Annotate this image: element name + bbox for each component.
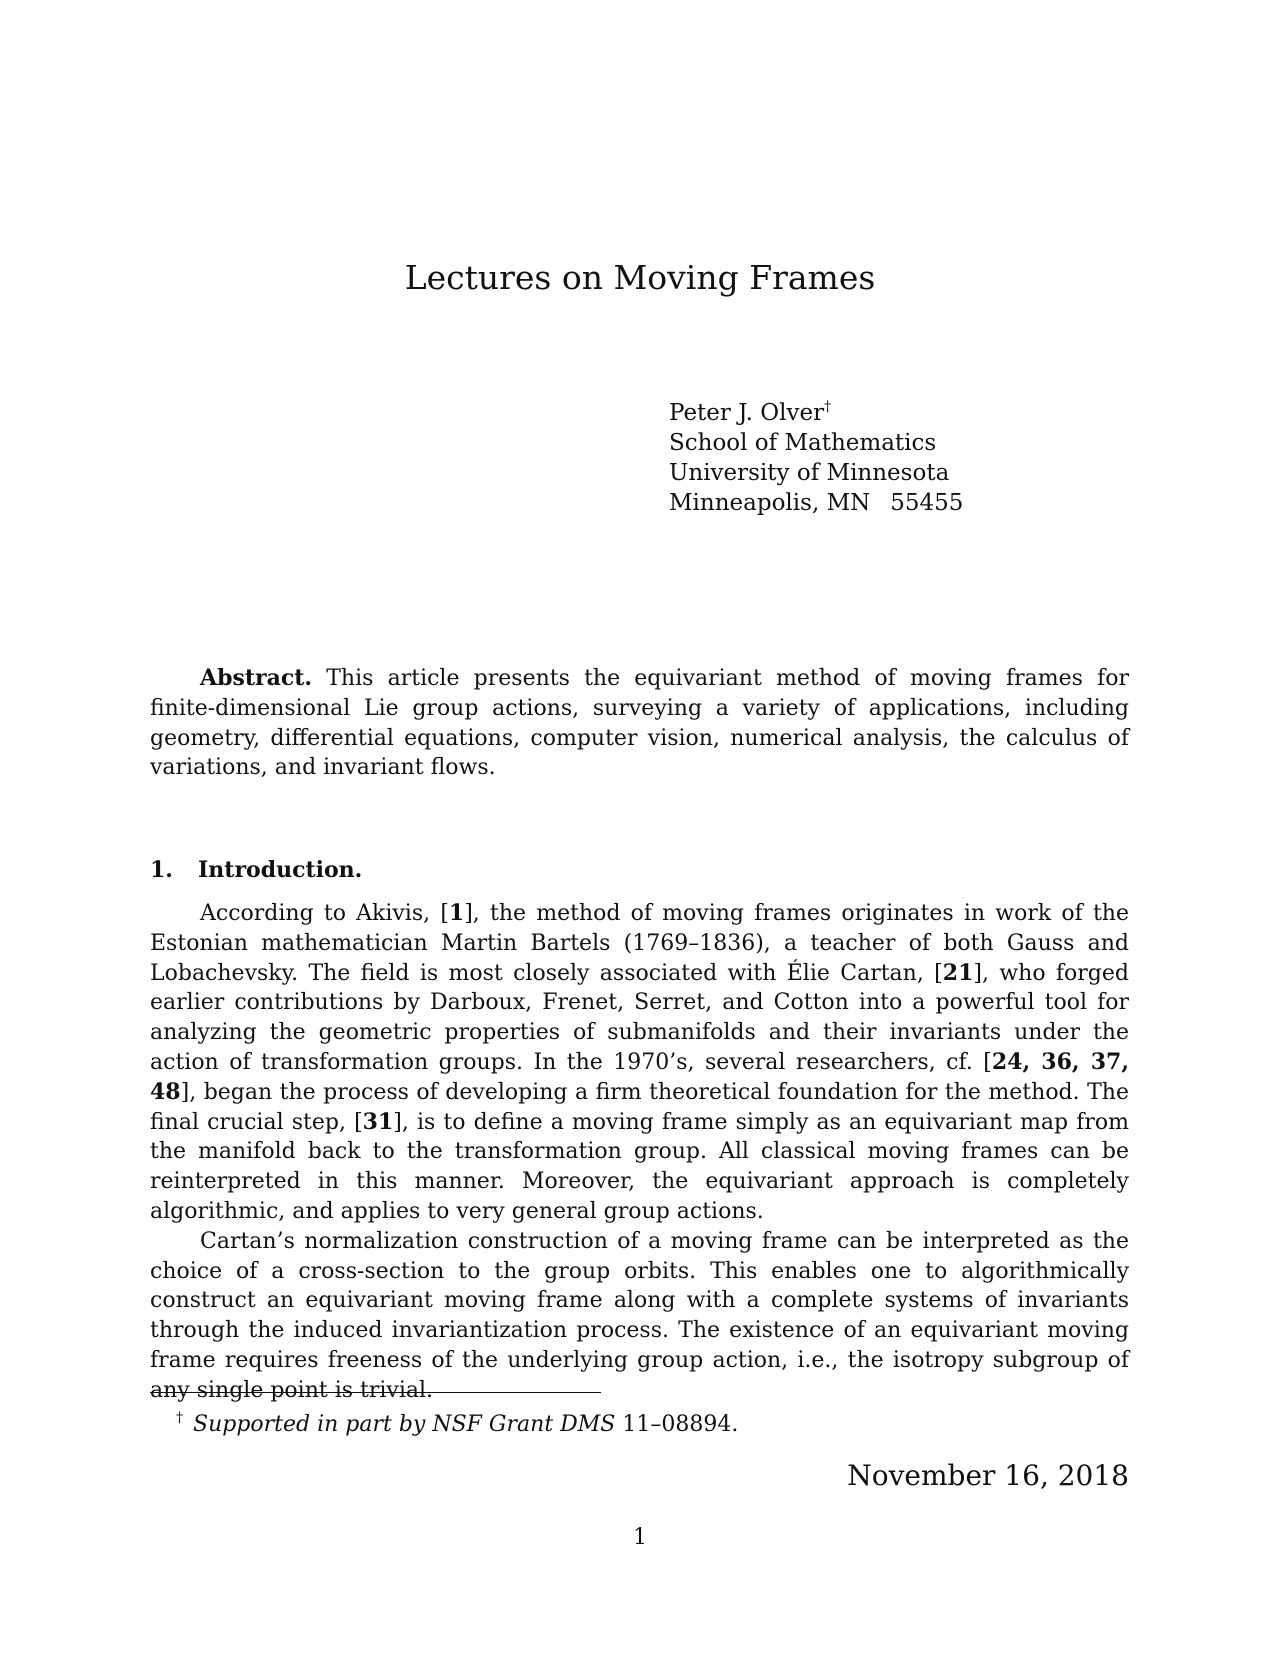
author-name-line [669, 398, 963, 428]
section-title: Introduction. [198, 857, 363, 883]
author-name: Peter J. Olver [669, 400, 825, 426]
page-number: 1 [633, 1525, 647, 1550]
citation[interactable]: 1 [448, 900, 465, 926]
author-address [669, 488, 963, 518]
author-zip: 55455 [890, 490, 964, 516]
intro-text-segment: ], is to define a moving frame simply as an equivariant map from the manifold back to the transformation group. All classical moving frames can be reinterpreted in this manner. Moreover, the equivariant approach is completely algorithmic, and applies to very general group actions. [150, 1109, 1129, 1224]
footnote-rule [150, 1392, 601, 1393]
document-date: November 16, 2018 [847, 1459, 1129, 1492]
intro-text-segment: According to Akivis, [ [200, 901, 449, 926]
citation[interactable]: 24, 36, 37, 48 [150, 1048, 1129, 1105]
footnote-mark: † [176, 1410, 183, 1426]
footnote-text: Supported in part by NSF Grant DMS [193, 1412, 616, 1437]
footnote [176, 1410, 738, 1440]
section-number: 1. [150, 857, 173, 883]
author-city: Minneapolis, MN [669, 490, 871, 516]
author-department: School of Mathematics [669, 430, 937, 456]
author-block [669, 398, 963, 518]
abstract [150, 664, 1129, 783]
abstract-text: This article presents the equivariant method of moving frames for finite-dimensional Lie group actions, surveying a variety of applications, including geometry, differential equations, computer vision, numerical analysis, the calculus of variations, and invariant flows. [150, 666, 1129, 781]
intro-paragraph-2: Cartan’s normalization construction of a moving frame can be interpreted as the choice of a cross-section to the group orbits. This enables one to algorithmically construct an equivariant moving frame along with a complete systems of invariants through the induced invariantization process. The existence of an equivariant moving frame requires freeness of the underlying group action, i.e., the isotropy subgroup of any single point is trivial. [150, 1228, 1129, 1403]
author-university: University of Minnesota [669, 460, 950, 486]
section-heading [150, 855, 362, 885]
footnote-grant-number: 11–08894. [622, 1412, 739, 1437]
abstract-paragraph [150, 664, 1129, 783]
author-footnote-mark: † [824, 399, 832, 415]
intro-paragraph-1 [150, 899, 1129, 1227]
abstract-label: Abstract. [200, 665, 313, 691]
paper-title: Lectures on Moving Frames [404, 258, 876, 297]
intro-text-segment: ], began the process of developing a firm theoretical foundation for the method. The final crucial step, [ [150, 1079, 1129, 1135]
citation[interactable]: 21 [942, 959, 974, 986]
intro-text-segment: ], who forged earlier contributions by Darboux, Frenet, Serret, and Cotton into a powerful tool for analyzing the geometric properties of submanifolds and their invariants under the action of transformation groups. In the 1970’s, several researchers, cf. [ [150, 960, 1129, 1075]
citation[interactable]: 31 [362, 1108, 394, 1135]
intro-text-segment: ], the method of moving frames originates in work of the Estonian mathematician Martin Bartels (1769–1836), a teacher of both Gauss and Lobachevsky. The field is most closely associated with Élie Cartan, [ [150, 901, 1129, 986]
introduction-body [150, 899, 1129, 1406]
